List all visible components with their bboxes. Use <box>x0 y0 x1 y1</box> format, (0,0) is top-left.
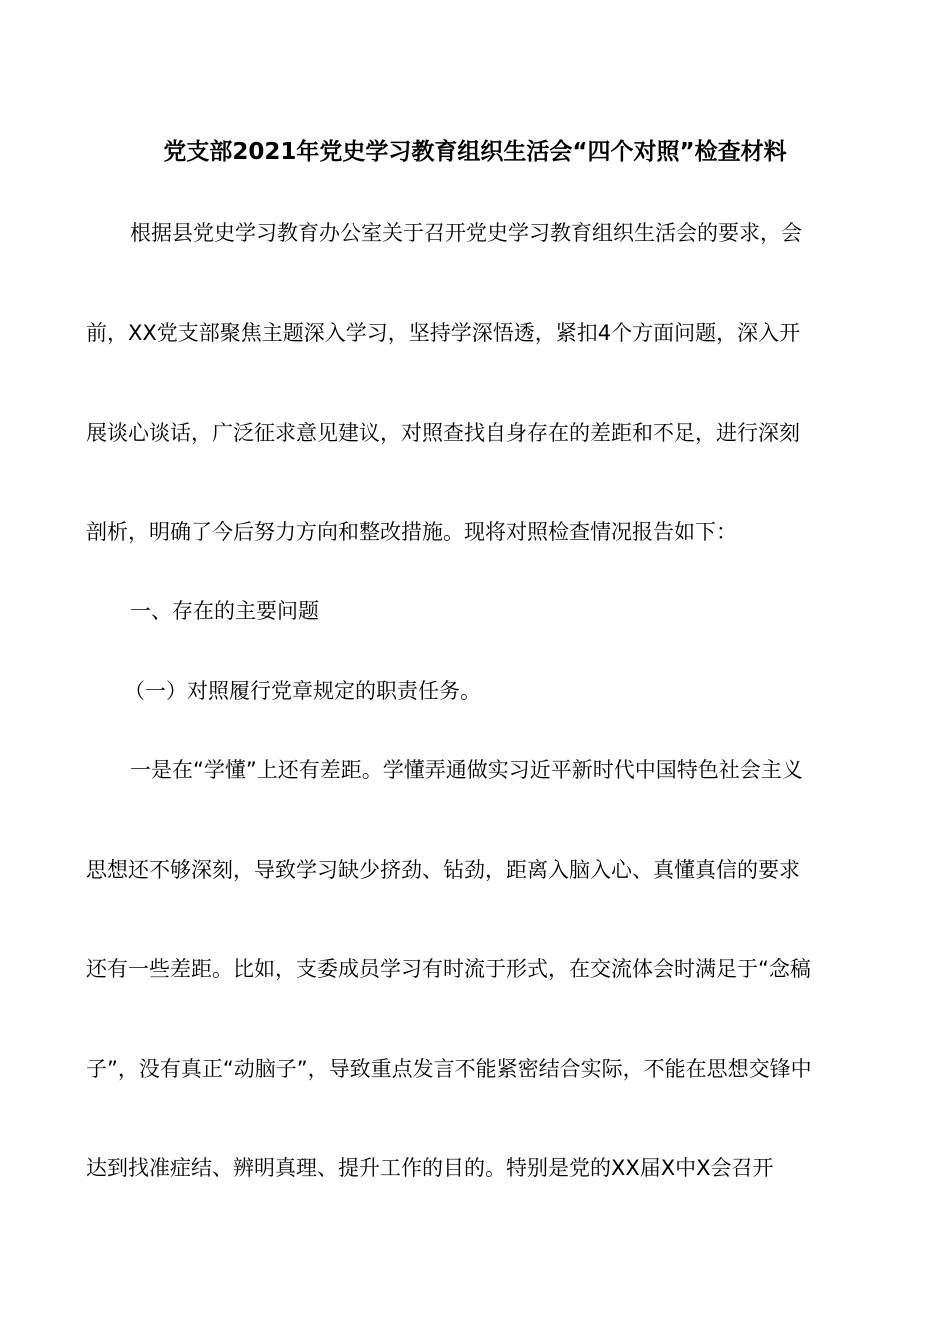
paragraph-line: 展谈心谈话，广泛征求意见建议，对照查找自身存在的差距和不足，进行深刻 <box>86 421 800 445</box>
section-heading: 一、存在的主要问题 <box>130 599 319 623</box>
paragraph-line: 前，XX党支部聚焦主题深入学习，坚持学深悟透，紧扣4个方面问题，深入开 <box>86 321 801 345</box>
subsection-heading: （一）对照履行党章规定的职责任务。 <box>124 679 481 703</box>
document-title: 党支部2021年党史学习教育组织生活会“四个对照”检查材料 <box>163 139 787 165</box>
paragraph-line: 还有一些差距。比如，支委成员学习有时流于形式，在交流体会时满足于“念稿 <box>86 957 811 981</box>
paragraph-line: 子”，没有真正“动脑子”，导致重点发言不能紧密结合实际，不能在思想交锋中 <box>86 1057 812 1081</box>
paragraph-line: 剖析，明确了今后努力方向和整改措施。现将对照检查情况报告如下： <box>86 520 737 544</box>
paragraph-line: 达到找准症结、辨明真理、提升工作的目的。特别是党的XX届X中X会召开 <box>86 1156 774 1180</box>
paragraph-line: 根据县党史学习教育办公室关于召开党史学习教育组织生活会的要求，会 <box>130 221 802 245</box>
paragraph-line: 一是在“学懂”上还有差距。学懂弄通做实习近平新时代中国特色社会主义 <box>130 758 803 782</box>
paragraph-line: 思想还不够深刻，导致学习缺少挤劲、钻劲，距离入脑入心、真懂真信的要求 <box>86 858 800 882</box>
